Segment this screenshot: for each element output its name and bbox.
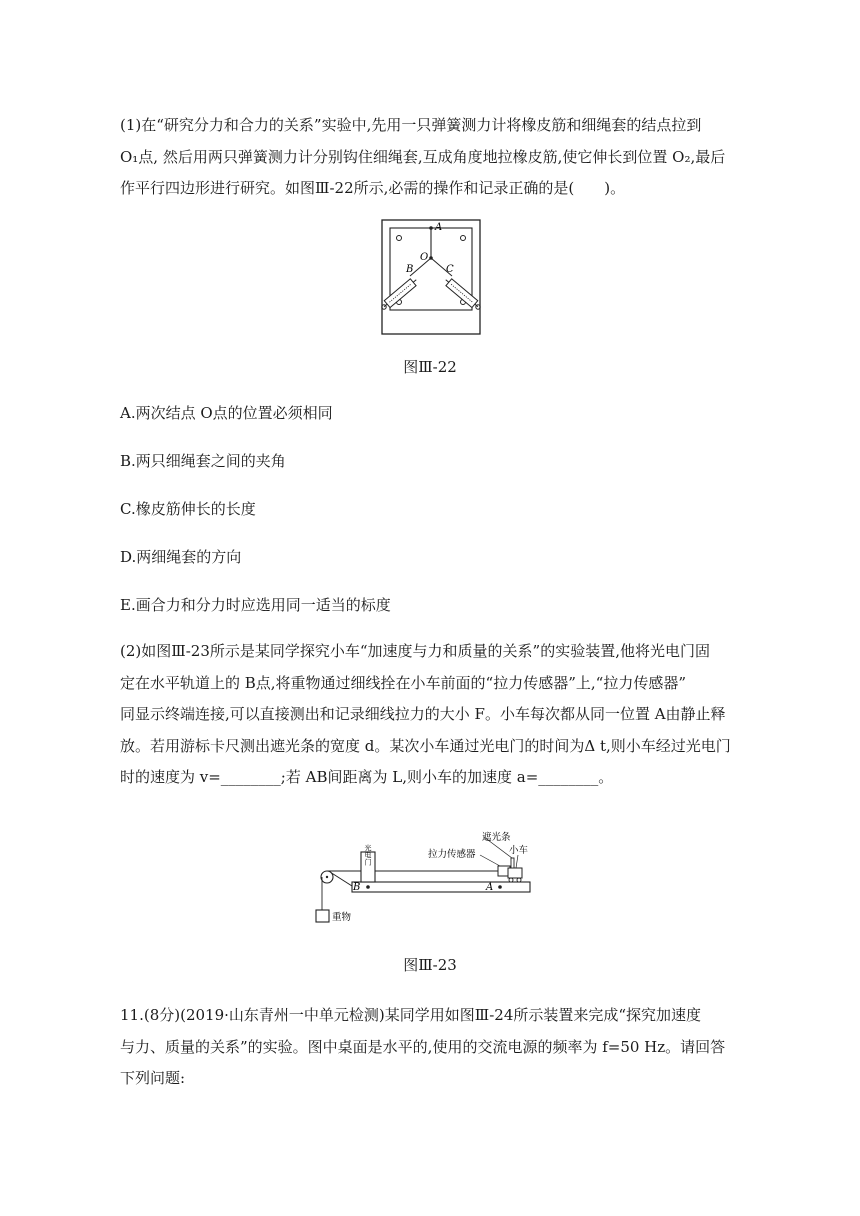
option-d: D.两细绳套的方向 [120, 548, 242, 566]
q10-part1-line2: O₁点, 然后用两只弹簧测力计分别钩住细绳套,互成角度地拉橡皮筋,使它伸长到位置 O₂,最后 [120, 147, 726, 166]
fig22-label-a: A [435, 222, 443, 233]
fig23-label-a: A [486, 882, 494, 893]
figure-23-track-apparatus [312, 822, 538, 928]
option-a: A.两次结点 O点的位置必须相同 [120, 404, 333, 422]
fig22-label-o: O [420, 252, 429, 263]
point-a-dot [498, 885, 502, 889]
thumbtack-top-left [397, 236, 402, 241]
figure-22-caption: 图Ⅲ-22 [403, 358, 457, 376]
figure-23-caption: 图Ⅲ-23 [403, 956, 457, 974]
fig23-label-b: B [353, 882, 361, 893]
fig22-label-b: B [406, 264, 414, 275]
figure-22-force-board [376, 216, 486, 338]
q11-paragraph [120, 1000, 748, 1095]
q10-part2-line3: 同显示终端连接,可以直接测出和记录细线拉力的大小 F。小车每次都从同一位置 A由静止释 [120, 705, 726, 723]
option-e: E.画合力和分力时应选用同一适当的标度 [120, 596, 391, 614]
spring-scale-left [381, 276, 419, 310]
thumbtack-top-right [461, 236, 466, 241]
q10-part2-line2: 定在水平轨道上的 B点,将重物通过细线拴在小车前面的“拉力传感器”上,“拉力传感器” [120, 673, 687, 692]
leader-sensor [480, 855, 500, 866]
shading-strip [511, 858, 514, 868]
fig23-label-gate: 光电门 [364, 844, 372, 866]
cart-wheel-left [509, 878, 513, 882]
q10-part1-paragraph [120, 110, 748, 205]
q11-line1: 11.(8分)(2019·山东青州一中单元检测)某同学用如图Ⅲ-24所示装置来完成“探究加速度 [120, 1006, 702, 1024]
fig22-label-c: C [446, 264, 454, 275]
q10-part2-line1: (2)如图Ⅲ-23所示是某同学探究小车“加速度与力和质量的关系”的实验装置,他将光电门固 [120, 642, 710, 660]
option-c: C.橡皮筋伸长的长度 [120, 500, 256, 518]
hanging-weight [316, 910, 329, 922]
fig23-label-sensor: 拉力传感器 [428, 849, 476, 860]
cart-wheel-right [517, 878, 521, 882]
q10-part1-line1: (1)在“研究分力和合力的关系”实验中,先用一只弹簧测力计将橡皮筋和细绳套的结点拉到 [120, 116, 702, 134]
pulley-axle [326, 876, 328, 878]
q11-line3: 下列问题: [120, 1069, 186, 1087]
leader-cart [516, 855, 518, 868]
pulley-bracket [330, 872, 352, 886]
q10-part2-line4: 放。若用游标卡尺测出遮光条的宽度 d。某次小车通过光电门的时间为Δ t,则小车经过光电门 [120, 736, 731, 755]
q10-part2-line5: 时的速度为 v=________;若 AB间距离为 L,则小车的加速度 a=________。 [120, 768, 614, 786]
q11-line2: 与力、质量的关系”的实验。图中桌面是水平的,使用的交流电源的频率为 f=50 Hz。请回答 [120, 1037, 726, 1056]
option-b: B.两只细绳套之间的夹角 [120, 452, 286, 470]
point-b-dot [366, 885, 370, 889]
fig23-label-cart: 小车 [509, 845, 529, 856]
cart-body [508, 868, 522, 878]
horizontal-track [352, 882, 530, 892]
q10-part2-paragraph [120, 636, 748, 794]
fig23-label-weight: 重物 [332, 912, 352, 923]
q10-part1-line3: 作平行四边形进行研究。如图Ⅲ-22所示,必需的操作和记录正确的是( )。 [120, 179, 626, 197]
fig23-label-shade: 遮光条 [482, 832, 511, 843]
spring-scale-right [443, 276, 481, 310]
